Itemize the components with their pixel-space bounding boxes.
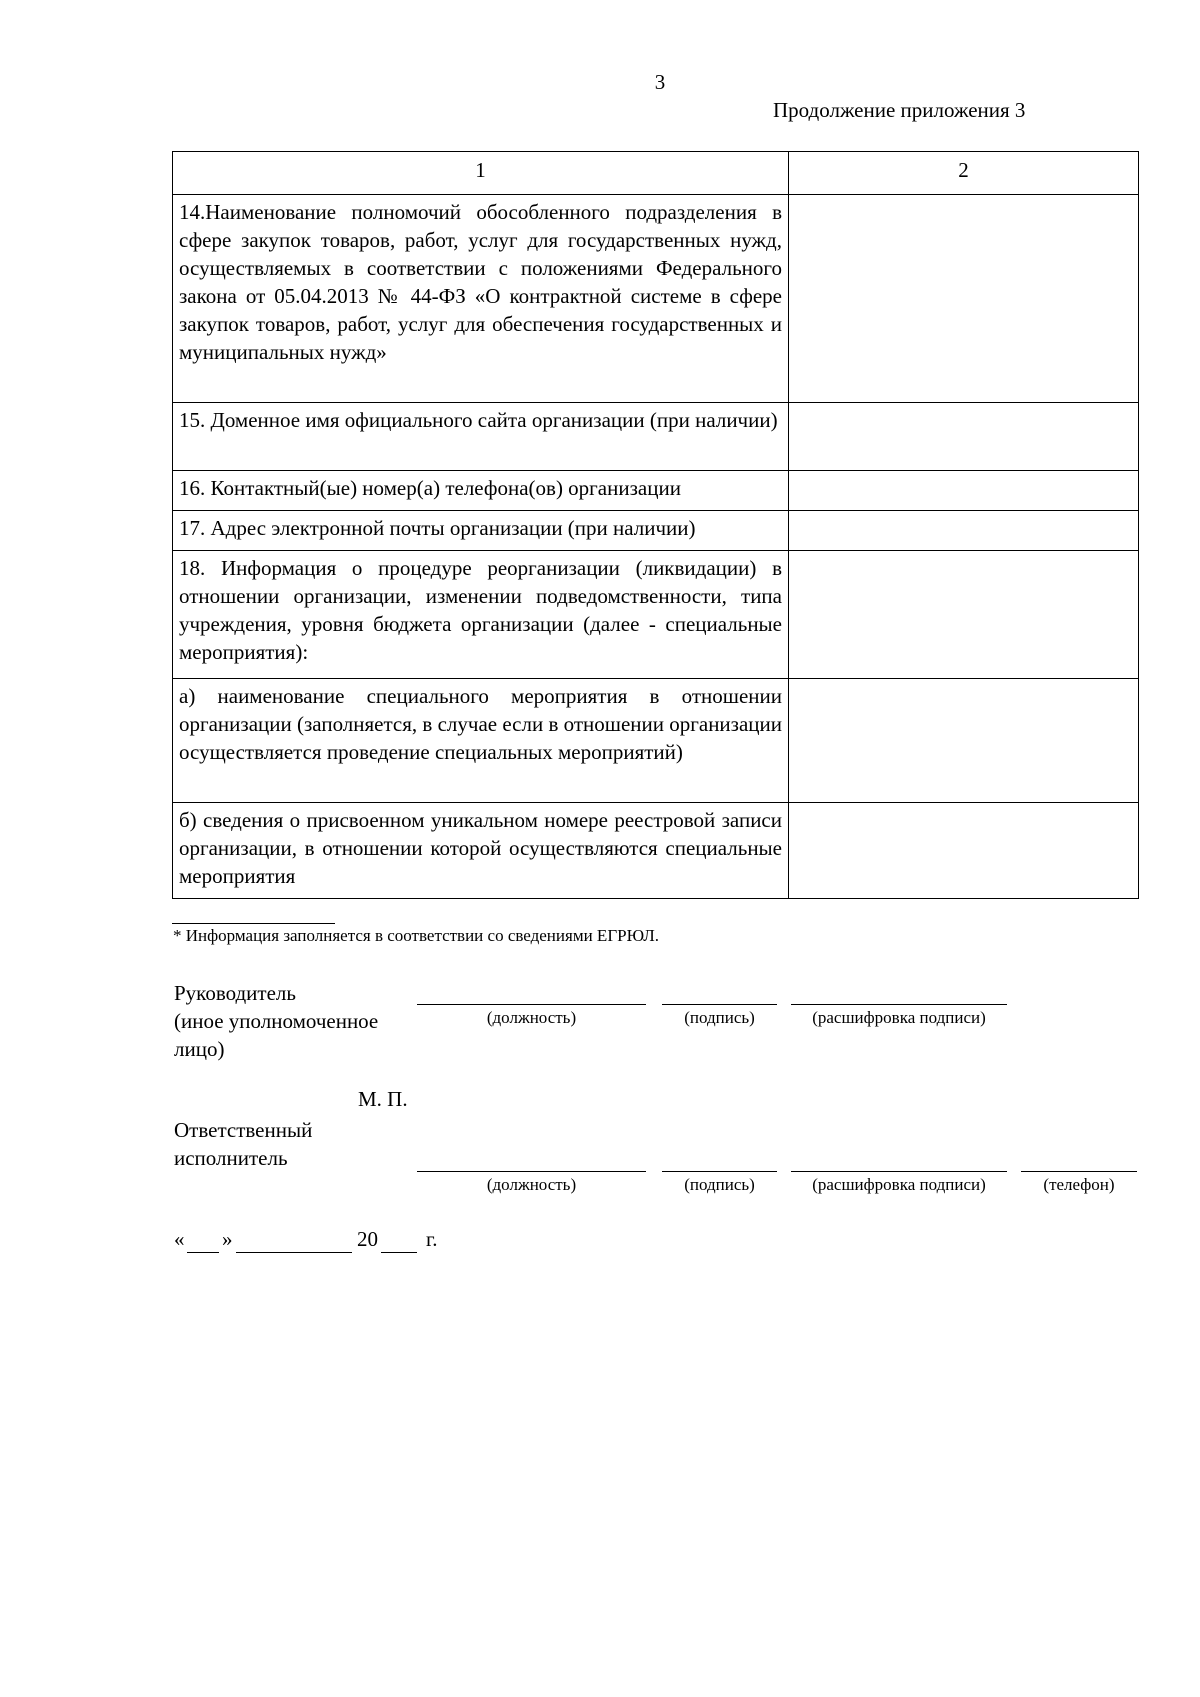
row-value-16[interactable] bbox=[789, 471, 1139, 511]
executor-decoding-line[interactable] bbox=[791, 1171, 1007, 1172]
table-row bbox=[173, 803, 1139, 899]
executor-position-line[interactable] bbox=[417, 1171, 646, 1172]
table-row bbox=[173, 471, 1139, 511]
head-label-line-2: (иное уполномоченное bbox=[174, 1009, 379, 1033]
column-header-1: 1 bbox=[173, 152, 789, 195]
page-number: 3 bbox=[654, 70, 666, 94]
date-month-line[interactable] bbox=[236, 1252, 352, 1253]
date-open-quote: « bbox=[174, 1227, 185, 1251]
executor-label-line-2: исполнитель bbox=[174, 1146, 288, 1170]
date-day-line[interactable] bbox=[187, 1252, 219, 1253]
executor-position-caption: (должность) bbox=[486, 1175, 577, 1194]
stamp-label: М. П. bbox=[358, 1087, 408, 1111]
table-row bbox=[173, 511, 1139, 551]
head-position-line[interactable] bbox=[417, 1004, 646, 1005]
row-label-16: 16. Контактный(ые) номер(а) телефона(ов) организации bbox=[173, 471, 789, 511]
row-value-15[interactable] bbox=[789, 403, 1139, 471]
form-table bbox=[172, 151, 1139, 899]
row-label-17: 17. Адрес электронной почты организации (при наличии) bbox=[173, 511, 789, 551]
date-year-prefix: 20 bbox=[357, 1227, 378, 1251]
executor-label-line-1: Ответственный bbox=[174, 1118, 313, 1142]
head-position-caption: (должность) bbox=[486, 1008, 577, 1027]
head-label-line-1: Руководитель bbox=[174, 981, 296, 1005]
date-year-line[interactable] bbox=[381, 1252, 417, 1253]
row-label-18b: б) сведения о присвоенном уникальном номере реестровой записи организации, в отношении которой осуществляются специальные мероприятия bbox=[173, 803, 789, 899]
executor-phone-caption: (телефон) bbox=[1043, 1175, 1115, 1194]
row-value-18b[interactable] bbox=[789, 803, 1139, 899]
row-value-18a[interactable] bbox=[789, 679, 1139, 803]
row-label-14: 14.Наименование полномочий обособленного подразделения в сфере закупок товаров, работ, услуг для государственных нужд, осуществляемых в соответствии с положениями Федерального закона от 05.04.2013 № 44-ФЗ «О контрактной системе в сфере закупок товаров, работ, услуг для обеспечения государственных и муниципальных нужд» bbox=[173, 195, 789, 403]
row-value-17[interactable] bbox=[789, 511, 1139, 551]
table-row bbox=[173, 551, 1139, 679]
table-header-row bbox=[173, 152, 1139, 195]
head-decoding-caption: (расшифровка подписи) bbox=[812, 1008, 986, 1027]
table-row bbox=[173, 195, 1139, 403]
row-label-15: 15. Доменное имя официального сайта организации (при наличии) bbox=[173, 403, 789, 471]
continuation-label: Продолжение приложения 3 bbox=[773, 98, 1026, 122]
executor-phone-line[interactable] bbox=[1021, 1171, 1137, 1172]
executor-decoding-caption: (расшифровка подписи) bbox=[812, 1175, 986, 1194]
column-header-2: 2 bbox=[789, 152, 1139, 195]
head-label-line-3: лицо) bbox=[174, 1037, 225, 1061]
table-row bbox=[173, 403, 1139, 471]
date-close-quote: » bbox=[222, 1227, 233, 1251]
executor-signature-line[interactable] bbox=[662, 1171, 777, 1172]
executor-signature-caption: (подпись) bbox=[684, 1175, 755, 1194]
row-label-18: 18. Информация о процедуре реорганизации (ликвидации) в отношении организации, изменении подведомственности, типа учреждения, уровня бюджета организации (далее - специальные мероприятия): bbox=[173, 551, 789, 679]
footnote-rule bbox=[172, 923, 335, 924]
footnote: * Информация заполняется в соответствии со сведениями ЕГРЮЛ. bbox=[173, 926, 660, 945]
head-signature-caption: (подпись) bbox=[684, 1008, 755, 1027]
row-value-14[interactable] bbox=[789, 195, 1139, 403]
row-value-18[interactable] bbox=[789, 551, 1139, 679]
head-decoding-line[interactable] bbox=[791, 1004, 1007, 1005]
table-row bbox=[173, 679, 1139, 803]
row-label-18a: а) наименование специального мероприятия в отношении организации (заполняется, в случае если в отношении организации осуществляется проведение специальных мероприятий) bbox=[173, 679, 789, 803]
head-signature-line[interactable] bbox=[662, 1004, 777, 1005]
date-year-suffix: г. bbox=[426, 1227, 438, 1251]
